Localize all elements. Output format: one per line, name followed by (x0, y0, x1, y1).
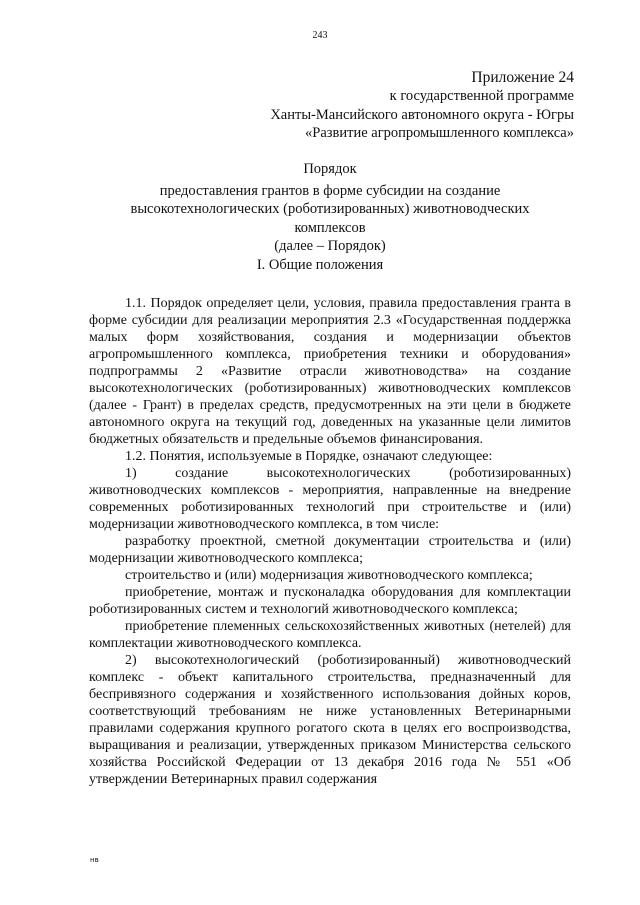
paragraph: строительство и (или) модернизация животноводческого комплекса; (125, 568, 533, 583)
page-number: 243 (312, 30, 328, 41)
document-subtitle-line: предоставления грантов в форме субсидии на создание (159, 182, 501, 199)
document-body (89, 295, 571, 788)
paragraph: приобретение племенных сельскохозяйственных животных (нетелей) для комплектации животноводческого комплекса. (89, 619, 571, 651)
document-subtitle-line: комплексов (294, 219, 366, 236)
paragraph: 1) создание высокотехнологических (роботизированных) животноводческих комплексов - мероприятия, направленные на внедрение современных роботизированных технологий при строительстве и (или) модернизации животноводческого комплекса, в том числе: (89, 466, 571, 532)
document-subtitle-line: (далее – Порядок) (274, 238, 386, 254)
paragraph: 1.2. Понятия, используемые в Порядке, означают следующее: (125, 449, 493, 464)
paragraph: 2) высокотехнологический (роботизированный) животноводческий комплекс - объект капитального строительства, предназначенный для беспривязного содержания и хозяйственного использования дойных коров, соответствующий требованиям не ниже установленных Ветеринарными правилами содержания крупного рогатого скота в целях его воспроизводства, выращивания и реализации, утвержденных приказом Министерства сельского хозяйства Российской Федерации от 13 декабря 2016 года № 551 «Об утверждении Ветеринарных правил содержания (89, 653, 571, 787)
paragraph: 1.1. Порядок определяет цели, условия, правила предоставления гранта в форме субсидии для реализации мероприятия 2.3 «Государственная поддержка малых форм хозяйствования, создания и модернизации объектов агропромышленного комплекса, приобретения техники и оборудования» подпрограммы 2 «Развитие отрасли животноводства» на создание высокотехнологических (роботизированных) животноводческих комплексов (далее - Грант) в пределах средств, предусмотренных на эти цели в бюджете автономного округа на текущий год, доведенных на указанные цели лимитов бюджетных обязательств и предельные объемов финансирования. (89, 296, 571, 447)
section-title: I. Общие положения (256, 257, 384, 273)
paragraph: приобретение, монтаж и пусконаладка оборудования для комплектации роботизированных систем и технологий животноводческого комплекса; (89, 585, 571, 617)
document-title: Порядок (303, 161, 357, 177)
document-heading (80, 160, 580, 256)
appendix-line: Ханты-Мансийского автономного округа - Югры (270, 106, 574, 123)
paragraph: разработку проектной, сметной документации строительства и (или) модернизации животноводческого комплекса; (89, 534, 571, 566)
appendix-line: Приложение 24 (471, 69, 574, 86)
appendix-line: «Развитие агропромышленного комплекса» (305, 125, 574, 141)
appendix-header (154, 68, 574, 143)
document-subtitle-line: высокотехнологических (роботизированных) животноводческих (130, 201, 530, 217)
appendix-line: к государственной программе (389, 88, 574, 104)
footer-mark: нв (90, 856, 99, 864)
